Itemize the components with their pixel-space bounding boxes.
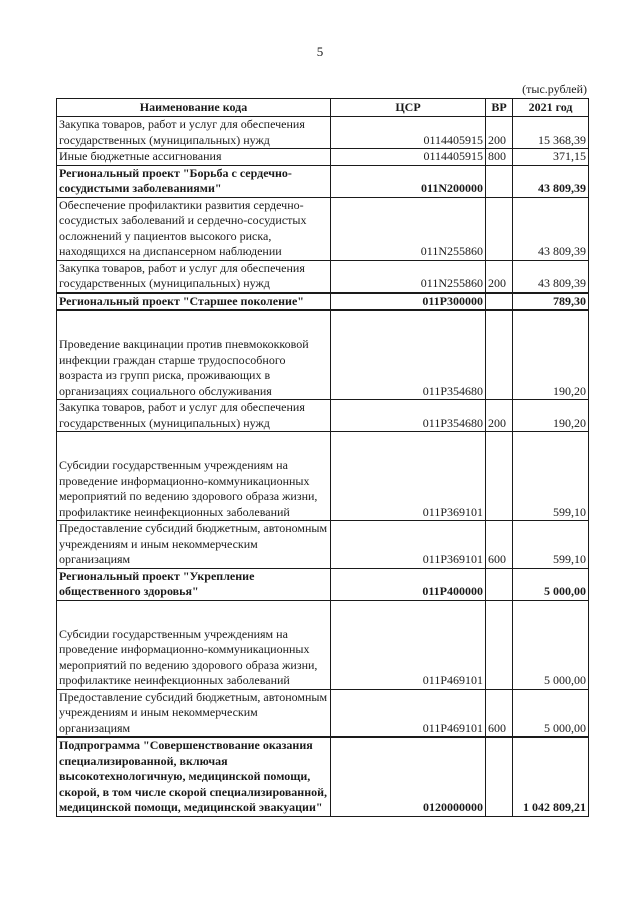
table-row xyxy=(57,117,589,149)
row-sum: 5 000,00 xyxy=(513,689,589,737)
row-vr: 200 xyxy=(486,117,513,149)
row-name: Иные бюджетные ассигнования xyxy=(57,149,331,166)
row-vr xyxy=(486,600,513,689)
row-vr xyxy=(486,432,513,521)
table-row xyxy=(57,310,589,400)
row-name: Субсидии государственным учреждениям на проведение информационно-коммуникационных мероприятий по ведению здорового образа жизни, профилактике неинфекционных заболеваний xyxy=(57,432,331,521)
row-vr xyxy=(486,293,513,311)
table-row xyxy=(57,689,589,737)
row-name: Субсидии государственным учреждениям на проведение информационно-коммуникационных мероприятий по ведению здорового образа жизни, профилактике неинфекционных заболеваний xyxy=(57,600,331,689)
row-csr: 011P400000 xyxy=(331,568,486,600)
table-row xyxy=(57,521,589,569)
row-name: Обеспечение профилактики развития сердечно-сосудистых заболеваний и сердечно-сосудистых осложнений у пациентов высокого риска, находящихся на диспансерном наблюдении xyxy=(57,197,331,260)
row-sum: 599,10 xyxy=(513,432,589,521)
row-csr: 011N200000 xyxy=(331,165,486,197)
unit-note: (тыс.рублей) xyxy=(522,82,587,96)
row-sum: 789,30 xyxy=(513,293,589,311)
row-name: Проведение вакцинации против пневмококковой инфекции граждан старше трудоспособного возраста из групп риска, проживающих в организациях социального обслуживания xyxy=(57,310,331,400)
row-sum: 43 809,39 xyxy=(513,197,589,260)
row-vr xyxy=(486,310,513,400)
row-sum: 190,20 xyxy=(513,310,589,400)
table-row xyxy=(57,432,589,521)
header-name: Наименование кода xyxy=(57,99,331,117)
row-name: Подпрограмма "Совершенствование оказания специализированной, включая высокотехнологичную, медицинской помощи, скорой, в том числе скорой специализированной, медицинской помощи, медицинской эвакуации" xyxy=(57,737,331,816)
page-number: 5 xyxy=(316,44,324,59)
row-csr: 011P300000 xyxy=(331,293,486,311)
table-header-row xyxy=(57,99,589,117)
header-vr: ВР xyxy=(486,99,513,117)
row-sum: 371,15 xyxy=(513,149,589,166)
row-name: Закупка товаров, работ и услуг для обеспечения государственных (муниципальных) нужд xyxy=(57,260,331,293)
table-row xyxy=(57,568,589,600)
table-row xyxy=(57,197,589,260)
row-csr: 0114405915 xyxy=(331,149,486,166)
row-sum: 1 042 809,21 xyxy=(513,737,589,816)
row-name: Региональный проект "Борьба с сердечно-сосудистыми заболеваниями" xyxy=(57,165,331,197)
row-csr: 011P469101 xyxy=(331,689,486,737)
row-csr: 0120000000 xyxy=(331,737,486,816)
table-row xyxy=(57,293,589,311)
table-row xyxy=(57,737,589,816)
row-sum: 190,20 xyxy=(513,400,589,432)
row-name: Закупка товаров, работ и услуг для обеспечения государственных (муниципальных) нужд xyxy=(57,117,331,149)
row-csr: 011P369101 xyxy=(331,521,486,569)
table-row xyxy=(57,165,589,197)
table-row xyxy=(57,149,589,166)
row-name: Предоставление субсидий бюджетным, автономным учреждениям и иным некоммерческим организациям xyxy=(57,521,331,569)
row-vr: 600 xyxy=(486,521,513,569)
header-year: 2021 год xyxy=(513,99,589,117)
row-csr: 011N255860 xyxy=(331,260,486,293)
row-sum: 15 368,39 xyxy=(513,117,589,149)
row-sum: 5 000,00 xyxy=(513,568,589,600)
row-csr: 011P369101 xyxy=(331,432,486,521)
row-csr: 011N255860 xyxy=(331,197,486,260)
row-name: Региональный проект "Укрепление общественного здоровья" xyxy=(57,568,331,600)
row-vr xyxy=(486,165,513,197)
row-vr xyxy=(486,197,513,260)
row-csr: 011P354680 xyxy=(331,310,486,400)
table-row xyxy=(57,600,589,689)
budget-table xyxy=(56,98,589,817)
row-name: Предоставление субсидий бюджетным, автономным учреждениям и иным некоммерческим организациям xyxy=(57,689,331,737)
row-sum: 5 000,00 xyxy=(513,600,589,689)
row-vr xyxy=(486,737,513,816)
row-vr: 800 xyxy=(486,149,513,166)
row-sum: 43 809,39 xyxy=(513,260,589,293)
header-csr: ЦСР xyxy=(331,99,486,117)
row-csr: 011P469101 xyxy=(331,600,486,689)
row-sum: 599,10 xyxy=(513,521,589,569)
row-vr: 200 xyxy=(486,260,513,293)
row-csr: 011P354680 xyxy=(331,400,486,432)
row-vr: 600 xyxy=(486,689,513,737)
table-row xyxy=(57,400,589,432)
row-vr: 200 xyxy=(486,400,513,432)
row-name: Закупка товаров, работ и услуг для обеспечения государственных (муниципальных) нужд xyxy=(57,400,331,432)
row-vr xyxy=(486,568,513,600)
row-name: Региональный проект "Старшее поколение" xyxy=(57,293,331,311)
row-csr: 0114405915 xyxy=(331,117,486,149)
row-sum: 43 809,39 xyxy=(513,165,589,197)
table-row xyxy=(57,260,589,293)
